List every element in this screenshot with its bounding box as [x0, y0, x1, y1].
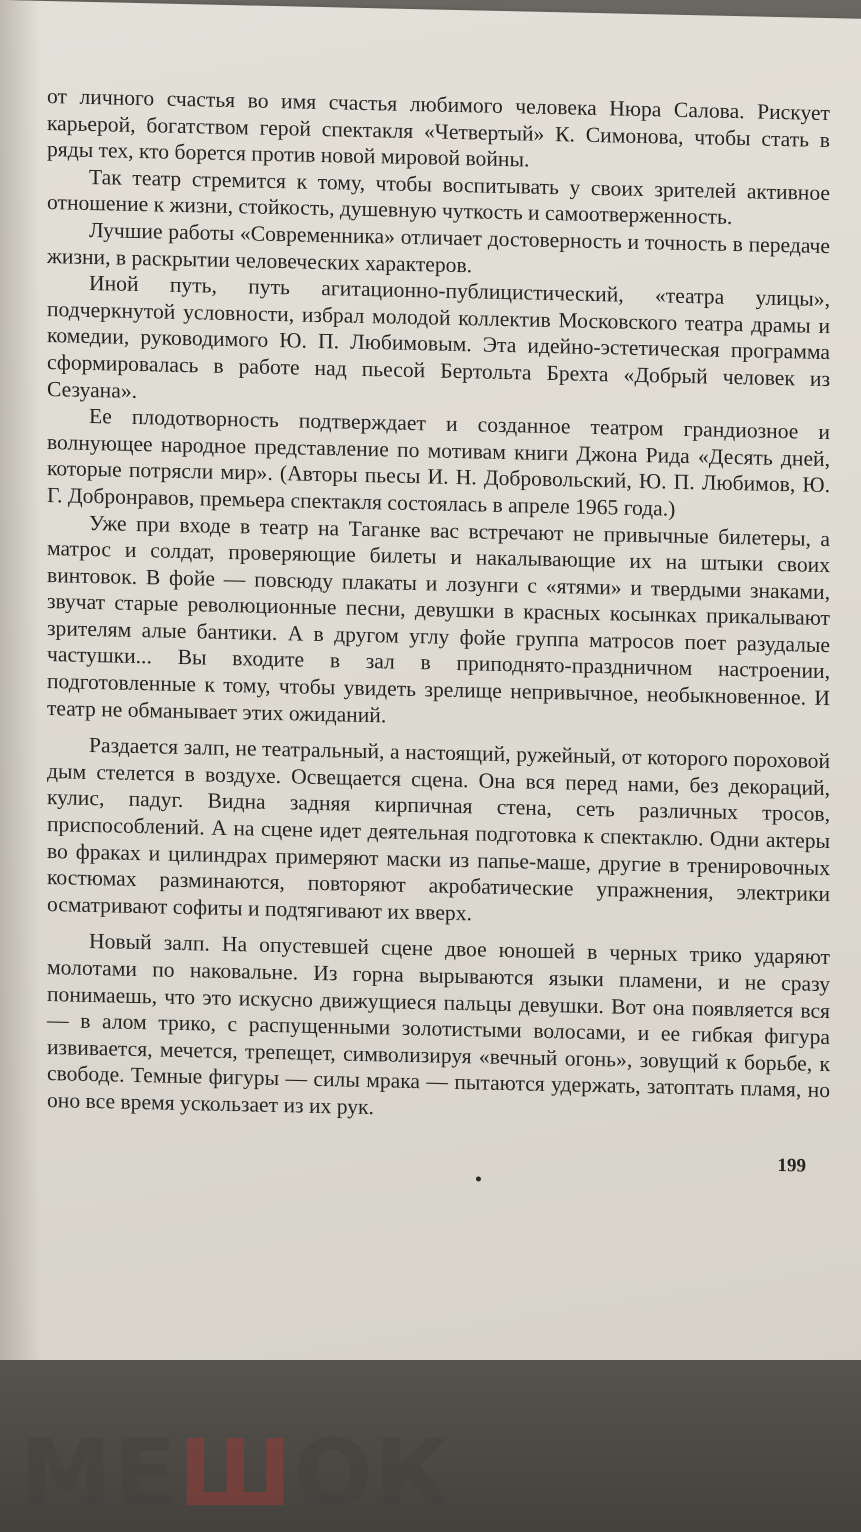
paragraph-4: Иной путь, путь агитационно-публицистический, «театра улицы», подчеркнутой условности, избрал молодой коллектив Московского театра драмы и комедии, руководимого Ю. П. Любимовым. Эта идейно-эстетическая программа сформировалась в работе над пьесой Бертольта Брехта «Добрый человек из Сезуана».	[47, 271, 830, 403]
paragraph-1: от личного счастья во имя счастья любимого человека Нюра Салова. Рискует карьерой, богатством герой спектакля «Четвертый» К. Симонова, чтобы стать в ряды тех, кто борется против новой мировой войны.	[47, 84, 830, 172]
watermark-part-1: МЕ	[20, 1420, 179, 1527]
paragraph-7: Раздается залп, не театральный, а настоящий, ружейный, от которого пороховой дым стелется в воздухе. Освещается сцена. Она вся перед нами, без декораций, кулис, падуг. Видна задняя кирпичная стена, сеть различных тросов, приспособлений. А на сцене идет деятельная подготовка к спектаклю. Одни актеры во фраках и цилиндрах примеряют маски из папье-маше, другие в тренировочных костюмах разминаются, повторяют акробатические упражнения, электрики осматривают софиты и подтягивают их вверх.	[47, 733, 830, 926]
ink-dot	[476, 1176, 481, 1181]
body-text	[47, 83, 830, 1131]
watermark-part-2: Ш	[178, 1420, 295, 1527]
paragraph-2: Так театр стремится к тому, чтобы воспитывать у своих зрителей активное отношение к жизни, стойкость, душевную чуткость и самоотверженность.	[47, 164, 830, 230]
paragraph-8: Новый залп. На опустевшей сцене двое юношей в черных трико ударяют молотами по наковальне. Из горна вырываются языки пламени, и не сразу понимаешь, что это искусно движущиеся пальцы девушки. Вот она появляется вся — в алом трико, с распущенными золотистыми волосами, и ее гибкая фигура извивается, мечется, трепещет, символизируя «вечный огонь», зовущий к борьбе, к свободе. Темные фигуры — силы мрака — пытаются удержать, затоптать пламя, но оно все время ускользает из их рук.	[47, 929, 830, 1120]
watermark-logo	[20, 1420, 452, 1527]
watermark-part-3: ОК	[294, 1420, 452, 1527]
paragraph-6: Уже при входе в театр на Таганке вас встречают не привычные билетеры, а матрос и солдат, проверяющие билеты и накалывающие их на штыки своих винтовок. В фойе — повсюду плакаты и лозунги с «ятями» и твердыми знаками, звучат старые революционные песни, девушки в красных косынках прикалывают зрителям алые бантики. А в другом углу фойе группа матросов поет разудалые частушки... Вы входите в зал в приподнято-праздничном настроении, подготовленные к тому, чтобы увидеть зрелище непривычное, необыкновенное. И театр не обманывает этих ожиданий.	[47, 510, 830, 728]
page-number: 199	[777, 1154, 806, 1177]
paragraph-3: Лучшие работы «Современника» отличает достоверность и точность в передаче жизни, в раскрытии человеческих характеров.	[47, 217, 830, 277]
paragraph-5: Ее плодотворность подтверждает и созданное театром грандиозное и волнующее народное представление по мотивам книги Джона Рида «Десять дней, которые потрясли мир». (Авторы пьесы И. Н. Добровольский, Ю. П. Любимов, Ю. Г. Добронравов, премьера спектакля состоялась в апреле 1965 года.)	[47, 404, 830, 521]
